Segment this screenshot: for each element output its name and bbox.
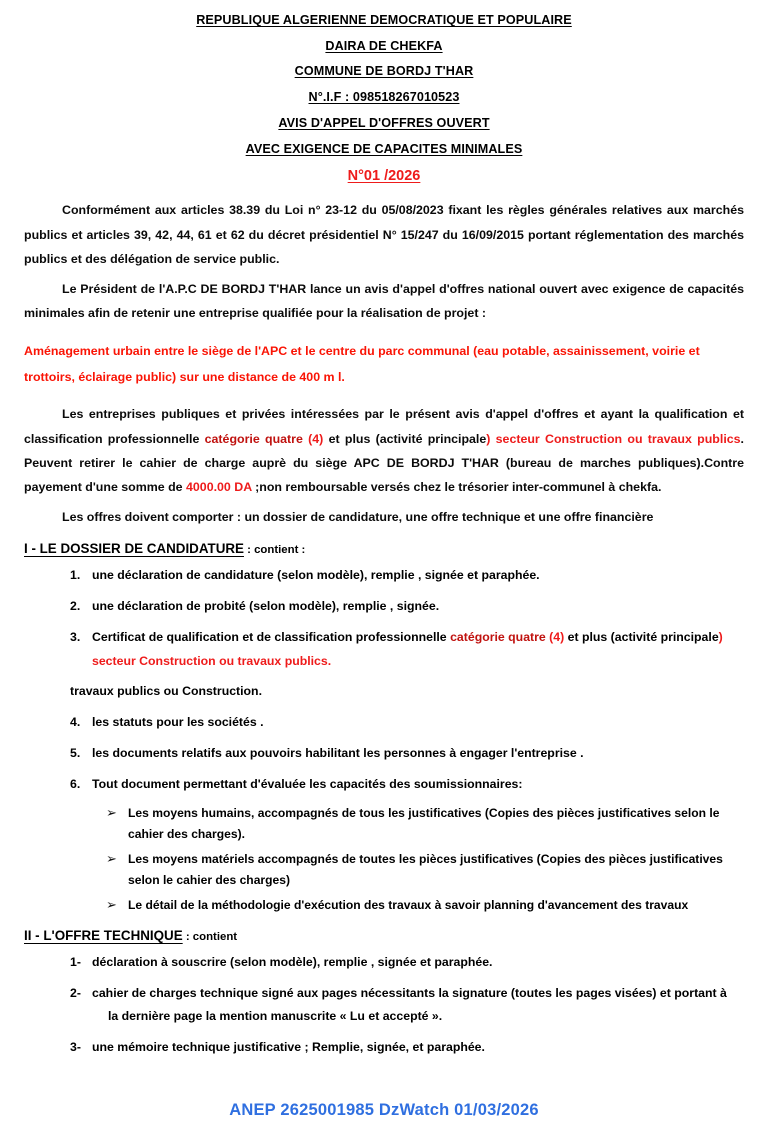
list-item-text: Le détail de la méthodologie d'exécution des travaux à savoir planning d'avancement des travaux bbox=[128, 897, 689, 912]
list-marker: 4. bbox=[70, 714, 81, 729]
conditions-seg-8: ;non remboursable versés chez le trésorier inter-communel à chekfa. bbox=[251, 479, 662, 494]
list-marker: 1. bbox=[70, 568, 81, 583]
section-1-title: I - LE DOSSIER DE CANDIDATURE bbox=[24, 541, 244, 557]
list-item-text: les statuts pour les sociétés . bbox=[92, 714, 264, 729]
list-marker: 1- bbox=[70, 955, 81, 970]
arrow-bullet-icon: ➢ bbox=[106, 897, 117, 913]
header-line-exigence bbox=[24, 143, 744, 156]
list-marker: 3. bbox=[70, 630, 81, 645]
list-item bbox=[24, 951, 744, 975]
header-line-avis-text: AVIS D'APPEL D'OFFRES OUVERT bbox=[278, 115, 490, 130]
anep-footer: ANEP 2625001985 DzWatch 01/03/2026 bbox=[229, 1101, 539, 1119]
section-1-loose-line: travaux publics ou Construction. bbox=[70, 683, 262, 698]
list-item-category-red: catégorie quatre bbox=[450, 630, 546, 645]
arrow-bullet-icon: ➢ bbox=[106, 851, 117, 867]
list-item bbox=[24, 595, 744, 619]
section-1-list bbox=[24, 564, 744, 674]
arrow-bullet-icon: ➢ bbox=[106, 805, 117, 821]
list-item bbox=[24, 803, 744, 846]
header-line-daira-text: DAIRA DE CHEKFA bbox=[325, 38, 443, 53]
notice-number-text: N°01 /2026 bbox=[347, 168, 421, 185]
section-1-list-continued bbox=[24, 711, 744, 797]
section-1-subbullets bbox=[24, 803, 744, 917]
conditions-price-red: 4000.00 DA bbox=[186, 479, 252, 494]
project-description: Aménagement urbain entre le siège de l'APC et le centre du parc communal (eau potable, assainissement, voirie et trottoirs, éclairage public) sur une distance de 400 m l. bbox=[24, 344, 700, 385]
list-item-text: les documents relatifs aux pouvoirs habilitant les personnes à engager l'entreprise . bbox=[92, 745, 584, 760]
section-2-heading bbox=[24, 927, 744, 945]
list-item-text: cahier de charges technique signé aux pages nécessitants la signature (toutes les pages visées) et portant à bbox=[92, 985, 727, 1000]
header-line-avis bbox=[24, 117, 744, 130]
list-item bbox=[24, 773, 744, 797]
header-line-nif bbox=[24, 91, 744, 104]
list-marker: 3- bbox=[70, 1040, 81, 1055]
conditions-seg-1: Les entreprises publiques et privées intéressées par le présent avis d'appel d'offres et ayant la qualification et classification professionnelle bbox=[24, 407, 744, 446]
section-2-subtitle: : contient bbox=[182, 931, 238, 944]
header-line-commune-text: COMMUNE DE BORDJ T'HAR bbox=[294, 64, 474, 79]
header-line-daira bbox=[24, 40, 744, 53]
conditions-paragraph bbox=[24, 402, 744, 499]
header-line-commune bbox=[24, 65, 744, 78]
list-item-prefix: Certificat de qualification et de classification professionnelle bbox=[92, 630, 451, 645]
header-line-nif-text: N°.I.F : 098518267010523 bbox=[308, 90, 460, 105]
header-line-republic bbox=[24, 14, 744, 27]
conditions-category-number: (4) bbox=[302, 431, 324, 446]
section-1-subtitle: : contient : bbox=[243, 544, 306, 557]
intro-paragraph-1: Conformément aux articles 38.39 du Loi n° 23-12 du 05/08/2023 fixant les règles générales relatives aux marchés publics et articles 39, 42, 44, 61 et 62 du décret présidentiel N° 15/247 du 16/09/2015 portant réglementation des marchés publics et des délégation de service public. bbox=[24, 203, 744, 266]
list-item-text: déclaration à souscrire (selon modèle), remplie , signée et paraphée. bbox=[92, 955, 493, 970]
offers-composition-line: Les offres doivent comporter : un dossier de candidature, une offre technique et une offre financière bbox=[62, 510, 654, 525]
list-item bbox=[24, 711, 744, 735]
list-item bbox=[24, 895, 744, 917]
list-item-text: une déclaration de candidature (selon modèle), remplie , signée et paraphée. bbox=[92, 568, 540, 583]
list-item-sector-red: ) secteur Construction ou travaux publics. bbox=[92, 630, 723, 669]
list-marker: 2- bbox=[70, 985, 81, 1000]
section-2-list bbox=[24, 951, 744, 1059]
list-item-category-number: (4) bbox=[545, 630, 565, 645]
intro-paragraph-2: Le Président de l'A.P.C DE BORDJ T'HAR lance un avis d'appel d'offres national ouvert avec exigence de capacités minimales afin de retenir une entreprise qualifiée pour la réalisation de projet : bbox=[24, 281, 744, 321]
list-marker: 2. bbox=[70, 599, 81, 614]
conditions-seg-6: . Peuvent retirer le cahier de charge auprè du siège APC DE BORDJ T'HAR (bureau de marches publiques).Contre payement d'une somme de bbox=[24, 431, 744, 494]
list-item bbox=[24, 849, 744, 892]
list-item-text: une déclaration de probité (selon modèle), remplie , signée. bbox=[92, 599, 440, 614]
list-item bbox=[24, 982, 744, 1029]
list-item-text: une mémoire technique justificative ; Remplie, signée, et paraphée. bbox=[92, 1040, 485, 1055]
list-item-text: Les moyens matériels accompagnés de toutes les pièces justificatives (Copies des pièces justificatives selon le cahier des charges) bbox=[128, 851, 723, 888]
conditions-sector-red: ) secteur Construction ou travaux publics bbox=[486, 431, 741, 446]
document-header bbox=[24, 14, 744, 184]
list-item-mid: et plus (activité principale bbox=[564, 630, 719, 645]
list-item bbox=[24, 626, 744, 674]
list-item bbox=[24, 742, 744, 766]
notice-number bbox=[24, 168, 744, 184]
section-2-title: II - L'OFFRE TECHNIQUE bbox=[24, 928, 183, 944]
list-item bbox=[24, 564, 744, 588]
section-1-heading bbox=[24, 540, 744, 558]
list-item-text-line2: la dernière page la mention manuscrite « Lu et accepté ». bbox=[108, 1009, 443, 1024]
conditions-category-red: catégorie quatre bbox=[204, 431, 303, 446]
header-line-republic-text: REPUBLIQUE ALGERIENNE DEMOCRATIQUE ET POPULAIRE bbox=[196, 13, 572, 27]
list-item bbox=[24, 1036, 744, 1060]
list-item-text: Les moyens humains, accompagnés de tous les justificatives (Copies des pièces justificatives selon le cahier des charges). bbox=[128, 805, 720, 842]
conditions-seg-4: et plus (activité principale bbox=[323, 431, 487, 446]
list-marker: 6. bbox=[70, 776, 81, 791]
list-item-text: Tout document permettant d'évaluée les capacités des soumissionnaires: bbox=[92, 776, 523, 791]
list-marker: 5. bbox=[70, 745, 81, 760]
header-line-exigence-text: AVEC EXIGENCE DE CAPACITES MINIMALES bbox=[245, 141, 523, 156]
